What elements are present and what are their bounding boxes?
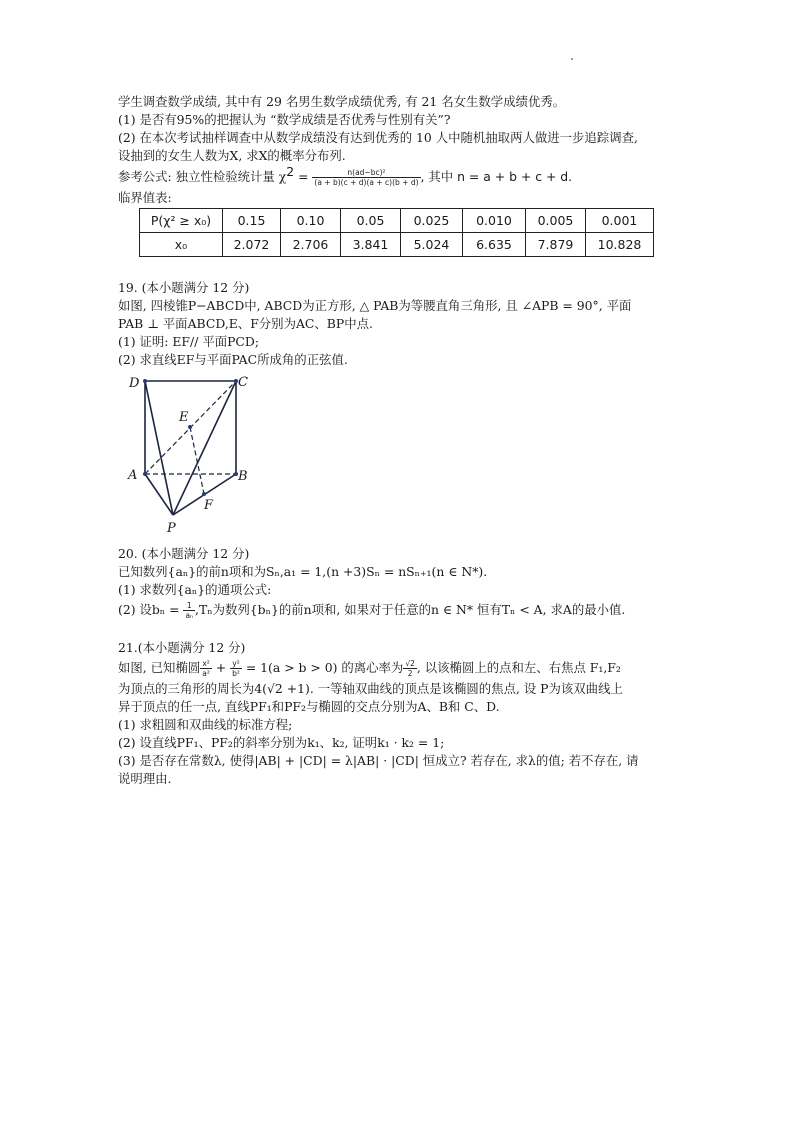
p20-question-1: (1) 求数列{aₙ}的通项公式:: [118, 582, 272, 597]
p18-formula: 参考公式: 独立性检验统计量 $\chi^2$ = $\frac{\text{n(ad−bc)²}}{(a + b)(c + d)(a + c)(b + d)}$ , 其中 n = a + b + c + d.: [118, 163, 573, 187]
p21-line-1: [118, 659, 621, 678]
fraction-numerator: x²: [200, 660, 212, 670]
p18-intro-line: 学生调查数学成绩, 其中有 29 名男生数学成绩优秀, 有 21 名女生数学成绩优秀。: [118, 94, 566, 109]
fraction-denominator: a²: [202, 669, 210, 678]
p21-question-3b: 说明理由.: [118, 771, 172, 786]
x-over-a-fraction: [200, 660, 212, 678]
table-cell: 0.10: [281, 209, 341, 233]
p19-question-2: (2) 求直线EF与平面PAC所成角的正弦值.: [118, 352, 348, 367]
p18-question-2b: 设抽到的女生人数为X, 求X的概率分布列.: [118, 148, 346, 163]
table-cell: 0.05: [341, 209, 401, 233]
critical-value-table: [139, 208, 654, 257]
label-P: P: [167, 521, 176, 536]
table-cell: 0.005: [526, 209, 586, 233]
y-over-b-fraction: [230, 660, 242, 678]
table-cell: 6.635: [463, 233, 526, 257]
plus-sign: +: [211, 660, 231, 675]
l1-middle: = 1(a > b > 0) 的离心率为: [241, 660, 404, 675]
p19-line-2: PAB ⊥ 平面ABCD,E、F分别为AC、BP中点.: [118, 316, 373, 331]
label-D: D: [129, 376, 140, 391]
chi-square-fraction: [312, 169, 420, 187]
p18-question-1: (1) 是否有95%的把握认为 “数学成绩是否优秀与性别有关”?: [118, 112, 451, 127]
fraction-numerator: y²: [230, 660, 242, 670]
p20-question-2: [118, 601, 625, 620]
p19-line-1: 如图, 四棱锥P−ABCD中, ABCD为正方形, △ PAB为等腰直角三角形, 且 ∠APB = 90°, 平面: [118, 298, 632, 313]
table-cell: 0.010: [463, 209, 526, 233]
point-E: [188, 425, 192, 429]
table-cell: 0.15: [223, 209, 281, 233]
label-A: A: [128, 468, 138, 483]
eccentricity-fraction: [403, 660, 417, 678]
fraction-denominator: 2: [407, 669, 413, 678]
b-n-fraction: [183, 602, 195, 620]
p20-line-1: 已知数列{aₙ}的前n项和为Sₙ,a₁ = 1,(n +3)Sₙ = nSₙ₊₁(n ∈ N*).: [118, 564, 488, 579]
table-cell: 3.841: [341, 233, 401, 257]
page-speck: [571, 58, 573, 60]
label-E: E: [179, 410, 189, 425]
label-B: B: [238, 469, 248, 484]
fraction-numerator: √2: [405, 658, 415, 668]
p21-line-2: 为顶点的三角形的周长为4(√2 +1). 一等轴双曲线的顶点是该椭圆的焦点, 设 P为该双曲线上: [118, 681, 623, 696]
p20-title: 20. (本小题满分 12 分): [118, 546, 250, 561]
fraction-numerator: n(ad−bc)²: [312, 169, 420, 179]
q2-suffix: ,Tₙ为数列{bₙ}的前n项和, 如果对于任意的n ∈ N* 恒有Tₙ < A, 求A的最小值.: [195, 602, 626, 617]
vertex-D: [143, 379, 147, 383]
formula-label: 参考公式: 独立性检验统计量 χ: [118, 169, 287, 184]
table-cell: 0.001: [586, 209, 654, 233]
fraction-numerator: 1: [183, 602, 195, 612]
p21-line-3: 异于顶点的任一点, 直线PF₁和PF₂与椭圆的交点分别为A、B和 C、D.: [118, 699, 500, 714]
table-row: [140, 233, 654, 257]
formula-tail: , 其中 n = a + b + c + d.: [420, 169, 573, 184]
label-F: F: [204, 498, 214, 513]
table-row: [140, 209, 654, 233]
label-C: C: [238, 375, 248, 390]
p18-question-2a: (2) 在本次考试抽样调查中从数学成绩没有达到优秀的 10 人中随机抽取两人做进一步追踪调查,: [118, 130, 638, 145]
table-cell: 2.072: [223, 233, 281, 257]
table-caption: 临界值表:: [118, 190, 172, 205]
p21-question-2: (2) 设直线PF₁、PF₂的斜率分别为k₁、k₂, 证明k₁ · k₂ = 1;: [118, 735, 445, 750]
fraction-denominator: (a + b)(c + d)(a + c)(b + d): [314, 178, 419, 187]
table-cell: 7.879: [526, 233, 586, 257]
p19-title: 19. (本小题满分 12 分): [118, 280, 250, 295]
hidden-segment-EF: [190, 427, 204, 494]
formula-eq: =: [294, 169, 313, 184]
table-cell: 10.828: [586, 233, 654, 257]
q2-prefix: (2) 设bₙ =: [118, 602, 184, 617]
point-F: [202, 492, 206, 496]
table-header-cell: P(χ² ≥ x₀): [140, 209, 223, 233]
table-header-cell: x₀: [140, 233, 223, 257]
p21-question-3a: (3) 是否存在常数λ, 使得|AB| + |CD| = λ|AB| · |CD| 恒成立? 若存在, 求λ的值; 若不存在, 请: [118, 753, 639, 768]
fraction-denominator: aₙ: [185, 611, 194, 620]
l1-prefix: 如图, 已知椭圆: [118, 660, 201, 675]
fraction-denominator: b²: [232, 669, 240, 678]
p21-question-1: (1) 求粗圆和双曲线的标准方程;: [118, 717, 293, 732]
p19-question-1: (1) 证明: EF// 平面PCD;: [118, 334, 260, 349]
vertex-A: [143, 472, 147, 476]
table-cell: 0.025: [401, 209, 463, 233]
l1-suffix: , 以该椭圆上的点和左、右焦点 F₁,F₂: [416, 660, 621, 675]
table-cell: 5.024: [401, 233, 463, 257]
p21-title: 21.(本小题满分 12 分): [118, 640, 246, 655]
table-cell: 2.706: [281, 233, 341, 257]
pyramid-figure: [120, 368, 260, 540]
